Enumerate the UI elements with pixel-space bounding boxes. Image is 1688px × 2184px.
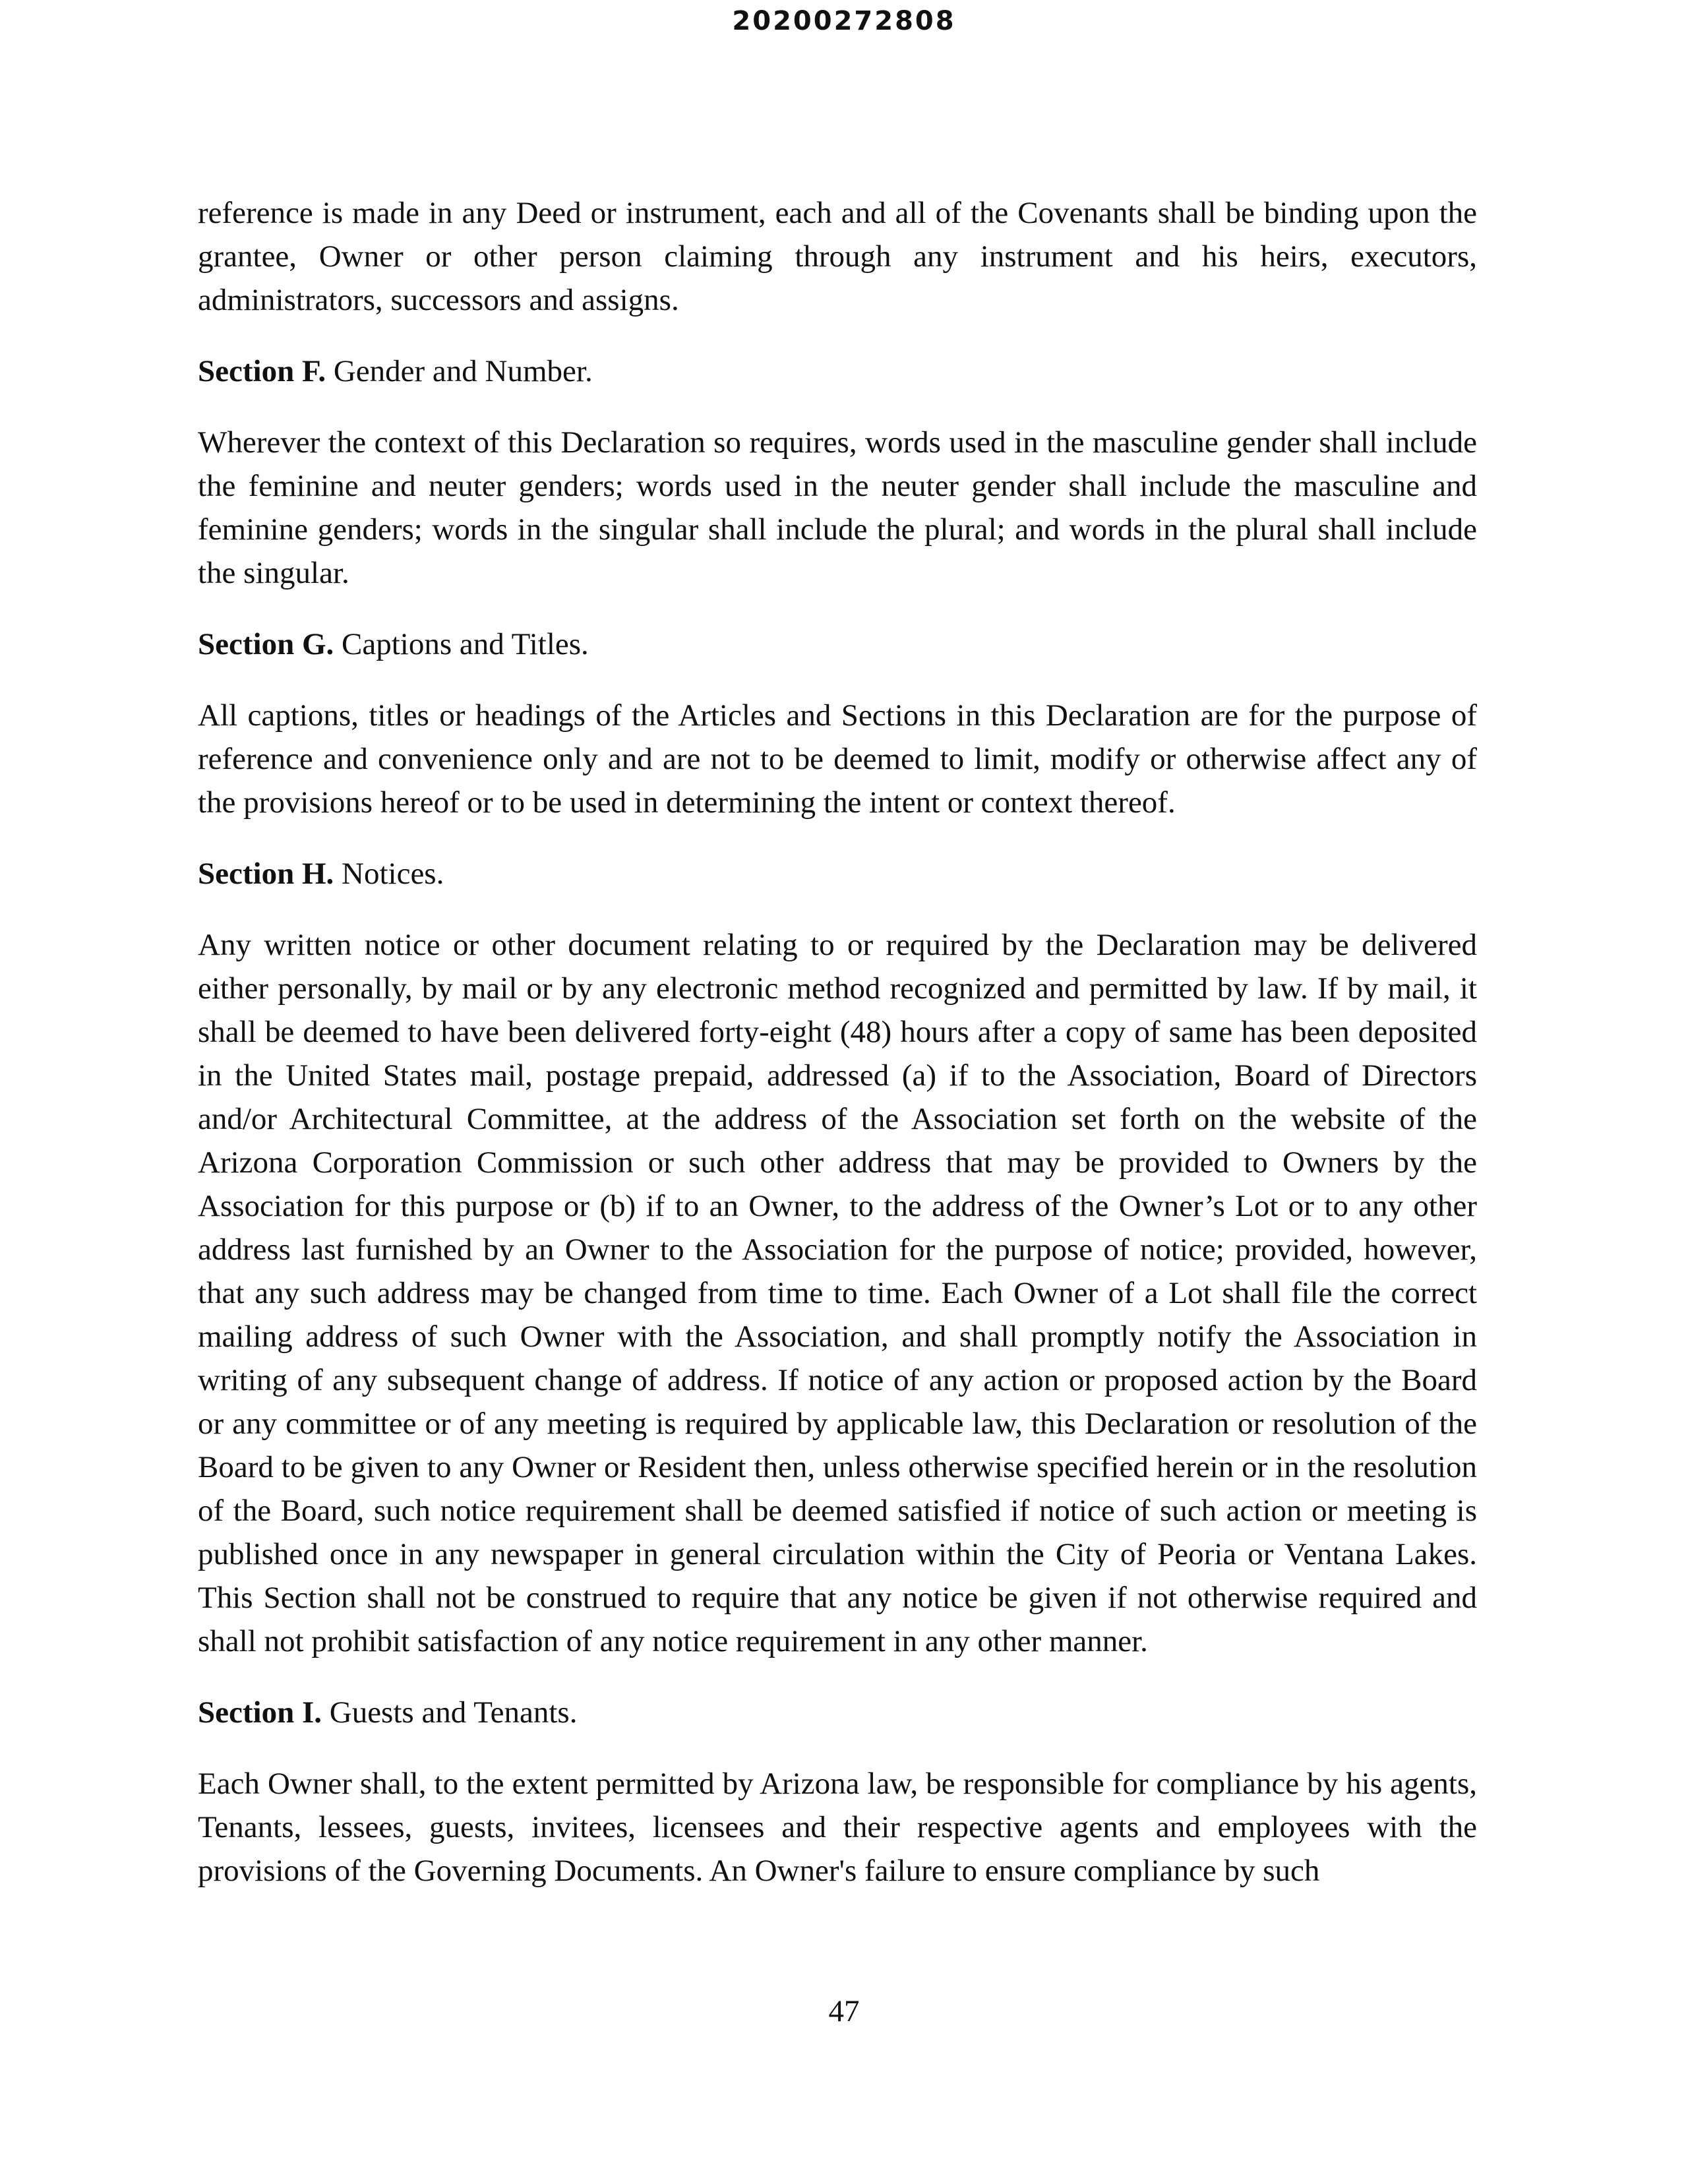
section-f-title: Gender and Number.: [333, 354, 593, 388]
section-g-title: Captions and Titles.: [342, 627, 589, 661]
paragraph-captions-titles: All captions, titles or headings of the Articles and Sections in this Declaration are for the purpose of reference and convenience only and are not to be deemed to limit, modify or otherwise affect any of the provisions hereof or to be used in determining the intent or context thereof.: [198, 698, 1477, 820]
section-g-label: Section G.: [198, 627, 334, 661]
document-number: 20200272808: [732, 6, 956, 36]
section-h-title: Notices.: [342, 857, 444, 891]
document-body: [198, 191, 1477, 1920]
page-number: 47: [828, 1994, 860, 2028]
section-i-title: Guests and Tenants.: [329, 1695, 578, 1730]
paragraph-covenants-binding: reference is made in any Deed or instrument, each and all of the Covenants shall be binding upon the grantee, Owner or other person claiming through any instrument and his heirs, executors, administrators, successors and assigns.: [198, 196, 1477, 317]
section-i-heading: [198, 1691, 1477, 1734]
section-h-label: Section H.: [198, 857, 334, 891]
section-g-heading: [198, 622, 1477, 666]
paragraph-gender-number: Wherever the context of this Declaration so requires, words used in the masculine gender shall include the feminine and neuter genders; words used in the neuter gender shall include the masculine and feminine genders; words in the singular shall include the plural; and words in the plural shall include the singular.: [198, 425, 1477, 590]
section-f-label: Section F.: [198, 354, 326, 388]
section-h-heading: [198, 852, 1477, 895]
paragraph-guests-tenants: Each Owner shall, to the extent permitted by Arizona law, be responsible for compliance by his agents, Tenants, lessees, guests, invitees, licensees and their respective agents and employees with the provisions of the Governing Documents. An Owner's failure to ensure compliance by such: [198, 1767, 1477, 1888]
paragraph-notices: Any written notice or other document relating to or required by the Declaration may be delivered either personally, by mail or by any electronic method recognized and permitted by law. If by mail, it shall be deemed to have been delivered forty-eight (48) hours after a copy of same has been deposited in the United States mail, postage prepaid, addressed (a) if to the Association, Board of Directors and/or Architectural Committee, at the address of the Association set forth on the website of the Arizona Corporation Commission or such other address that may be provided to Owners by the Association for this purpose or (b) if to an Owner, to the address of the Owner’s Lot or to any other address last furnished by an Owner to the Association for the purpose of notice; provided, however, that any such address may be changed from time to time. Each Owner of a Lot shall file the correct mailing address of such Owner with the Association, and shall promptly notify the Association in writing of any subsequent change of address. If notice of any action or proposed action by the Board or any committee or of any meeting is required by applicable law, this Declaration or resolution of the Board to be given to any Owner or Resident then, unless otherwise specified herein or in the resolution of the Board, such notice requirement shall be deemed satisfied if notice of such action or meeting is published once in any newspaper in general circulation within the City of Peoria or Ventana Lakes. This Section shall not be construed to require that any notice be given if not otherwise required and shall not prohibit satisfaction of any notice requirement in any other manner.: [198, 928, 1477, 1658]
section-f-heading: [198, 349, 1477, 393]
section-i-label: Section I.: [198, 1695, 322, 1730]
